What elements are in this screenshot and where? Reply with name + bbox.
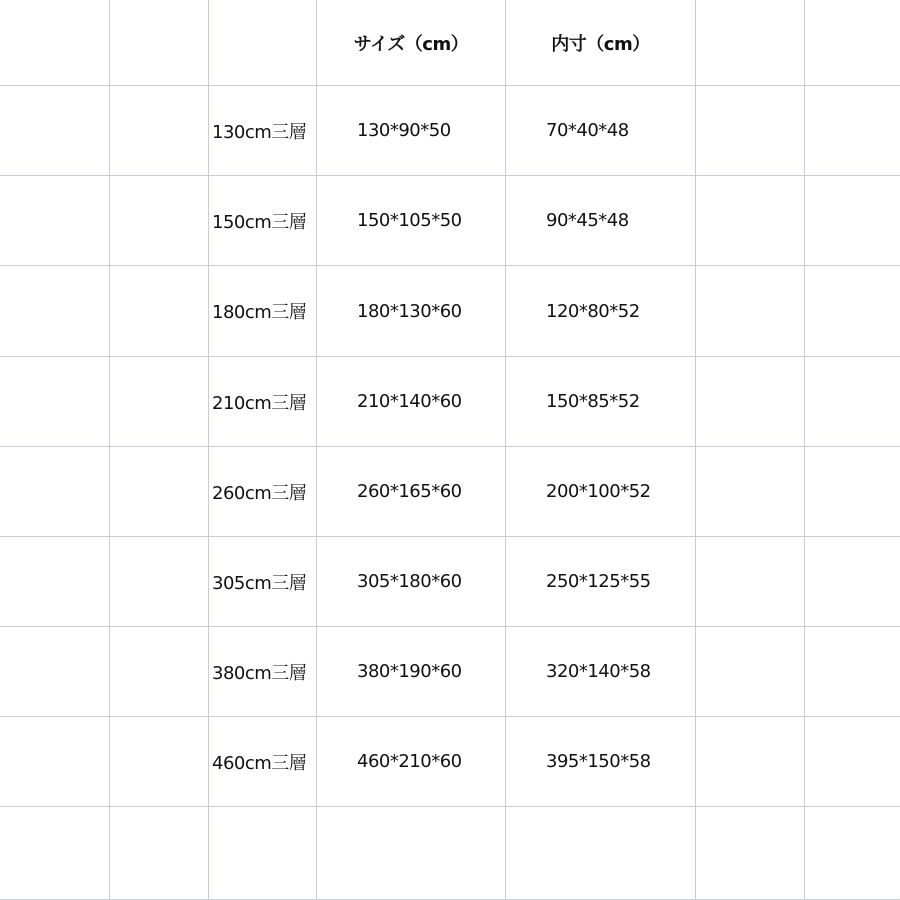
grid-cell[interactable] (110, 176, 209, 266)
grid-cell[interactable] (805, 0, 900, 86)
model-cell[interactable]: 305cm三層 (209, 537, 317, 627)
grid-cell[interactable] (0, 717, 110, 807)
header-size[interactable]: サイズ（cm） (317, 0, 506, 86)
size-cell[interactable]: 260*165*60 (317, 447, 506, 537)
grid-cell[interactable] (0, 537, 110, 627)
grid-cell[interactable] (696, 627, 805, 717)
grid-cell[interactable] (696, 447, 805, 537)
size-cell[interactable]: 460*210*60 (317, 717, 506, 807)
size-cell[interactable]: 150*105*50 (317, 176, 506, 266)
grid-cell[interactable] (110, 357, 209, 447)
grid-cell[interactable] (805, 357, 900, 447)
grid-cell[interactable] (110, 266, 209, 357)
inner-size-cell[interactable]: 250*125*55 (506, 537, 696, 627)
inner-size-cell[interactable]: 90*45*48 (506, 176, 696, 266)
model-cell[interactable]: 180cm三層 (209, 266, 317, 357)
grid-cell[interactable] (805, 537, 900, 627)
model-cell[interactable]: 460cm三層 (209, 717, 317, 807)
inner-size-cell[interactable]: 120*80*52 (506, 266, 696, 357)
model-cell[interactable]: 210cm三層 (209, 357, 317, 447)
inner-size-cell[interactable]: 150*85*52 (506, 357, 696, 447)
grid-cell[interactable] (110, 537, 209, 627)
grid-cell[interactable] (0, 266, 110, 357)
grid-cell[interactable] (805, 266, 900, 357)
grid-cell[interactable] (805, 717, 900, 807)
grid-cell[interactable] (696, 86, 805, 176)
grid-cell[interactable] (805, 176, 900, 266)
grid-cell[interactable] (696, 176, 805, 266)
grid-cell[interactable] (696, 717, 805, 807)
header-inner-size[interactable]: 内寸（cm） (506, 0, 696, 86)
grid-cell[interactable] (696, 0, 805, 86)
grid-cell[interactable] (110, 0, 209, 86)
grid-cell[interactable] (805, 447, 900, 537)
grid-cell[interactable] (0, 86, 110, 176)
size-cell[interactable]: 210*140*60 (317, 357, 506, 447)
grid-cell[interactable] (0, 447, 110, 537)
size-cell[interactable]: 380*190*60 (317, 627, 506, 717)
size-cell[interactable]: 180*130*60 (317, 266, 506, 357)
grid-cell[interactable] (110, 447, 209, 537)
grid-cell[interactable] (209, 807, 317, 900)
grid-cell[interactable] (696, 537, 805, 627)
grid-cell[interactable] (110, 86, 209, 176)
grid-cell[interactable] (805, 807, 900, 900)
grid-cell[interactable] (506, 807, 696, 900)
inner-size-cell[interactable]: 320*140*58 (506, 627, 696, 717)
size-cell[interactable]: 130*90*50 (317, 86, 506, 176)
grid-cell[interactable] (0, 0, 110, 86)
grid-cell[interactable] (209, 0, 317, 86)
grid-cell[interactable] (110, 717, 209, 807)
grid-cell[interactable] (696, 266, 805, 357)
grid-cell[interactable] (0, 807, 110, 900)
grid-cell[interactable] (0, 176, 110, 266)
grid-cell[interactable] (696, 357, 805, 447)
grid-cell[interactable] (696, 807, 805, 900)
grid-cell[interactable] (0, 357, 110, 447)
grid-cell[interactable] (110, 807, 209, 900)
grid-cell[interactable] (317, 807, 506, 900)
grid-cell[interactable] (110, 627, 209, 717)
inner-size-cell[interactable]: 70*40*48 (506, 86, 696, 176)
model-cell[interactable]: 260cm三層 (209, 447, 317, 537)
inner-size-cell[interactable]: 395*150*58 (506, 717, 696, 807)
grid-cell[interactable] (805, 86, 900, 176)
inner-size-cell[interactable]: 200*100*52 (506, 447, 696, 537)
size-cell[interactable]: 305*180*60 (317, 537, 506, 627)
model-cell[interactable]: 150cm三層 (209, 176, 317, 266)
grid-cell[interactable] (805, 627, 900, 717)
grid-cell[interactable] (0, 627, 110, 717)
model-cell[interactable]: 130cm三層 (209, 86, 317, 176)
model-cell[interactable]: 380cm三層 (209, 627, 317, 717)
